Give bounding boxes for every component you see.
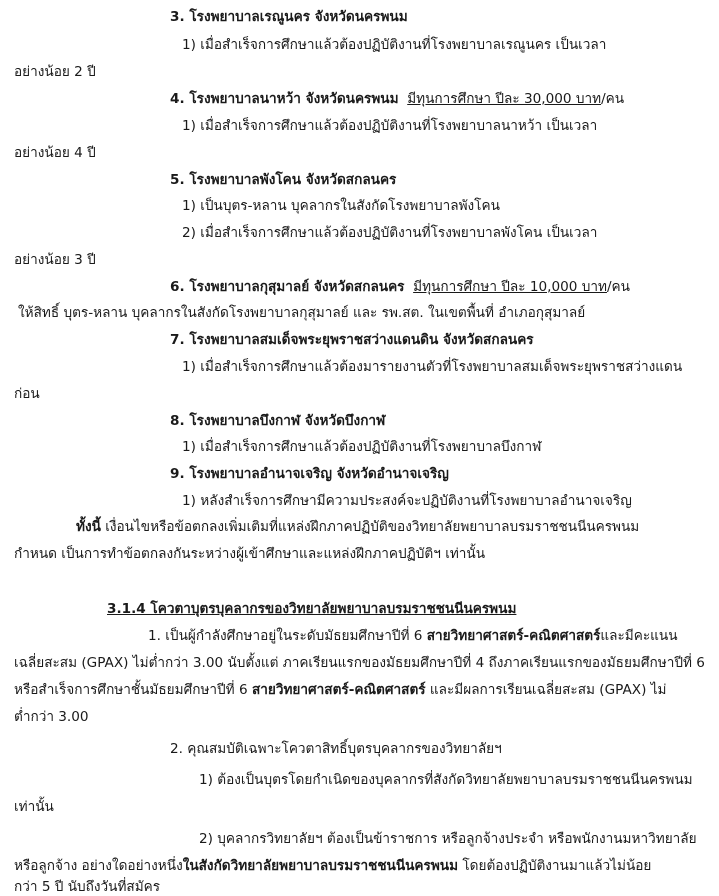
hospital-3-condition-1-cont: อย่างน้อย 2 ปี — [14, 64, 96, 80]
criterion-1-line-1 — [148, 627, 678, 645]
hospital-9-heading: 9. โรงพยาบาลอำนาจเจริญ จังหวัดอำนาจเจริญ — [170, 466, 449, 482]
hospital-8-condition-1: 1) เมื่อสำเร็จการศึกษาแล้วต้องปฏิบัติงานที่โรงพยาบาลบึงกาฬ — [182, 439, 542, 455]
criterion-1-line-3 — [14, 681, 667, 699]
note-text-1: เงื่อนไขหรือข้อตกลงเพิ่มเติมที่แหล่งฝึกภาคปฏิบัติของวิทยาลัยพยาบาลบรมราชชนนีนครพนม — [105, 519, 640, 535]
criterion-1-text-a-end: และมีคะแนน — [600, 628, 678, 644]
hospital-7-condition-1: 1) เมื่อสำเร็จการศึกษาแล้วต้องมารายงานตัวที่โรงพยาบาลสมเด็จพระยุพราชสว่างแดน — [182, 359, 683, 375]
criterion-1-text-a: 1. เป็นผู้กำลังศึกษาอยู่ในระดับมัธยมศึกษาปีที่ 6 — [148, 628, 427, 644]
section-title: 3.1.4 โควตาบุตรบุคลากรของวิทยาลัยพยาบาลบรมราชชนนีนครพนม — [107, 601, 517, 617]
note-line-2: กำหนด เป็นการทำข้อตกลงกันระหว่างผู้เข้าศึกษาและแหล่งฝึกภาคปฏิบัติฯ เท่านั้น — [14, 546, 486, 562]
criterion-1-line-2: เฉลี่ยสะสม (GPAX) ไม่ต่ำกว่า 3.00 นับตั้งแต่ ภาคเรียนแรกของมัธยมศึกษาปีที่ 4 ถึงภาคเรียนแรกของมัธยมศึกษาปีที่ 6 — [14, 655, 705, 671]
criterion-2-sub-1-cont: เท่านั้น — [14, 799, 54, 815]
hospital-6-heading: 6. โรงพยาบาลกุสุมาลย์ จังหวัดสกลนคร — [170, 279, 405, 295]
criterion-1-text-c: หรือสำเร็จการศึกษาชั้นมัธยมศึกษาปีที่ 6 — [14, 682, 252, 698]
hospital-5-heading: 5. โรงพยาบาลพังโคน จังหวัดสกลนคร — [170, 172, 397, 188]
hospital-5-condition-2: 2) เมื่อสำเร็จการศึกษาแล้วต้องปฏิบัติงานที่โรงพยาบาลพังโคน เป็นเวลา — [182, 225, 598, 241]
hospital-6-heading-line — [170, 278, 630, 296]
criterion-2-heading: 2. คุณสมบัติเฉพาะโควตาสิทธิ์บุตรบุคลากรของวิทยาลัยฯ — [170, 741, 502, 757]
note-lead: ทั้งนี้ — [76, 519, 101, 535]
criterion-2-sub-1: 1) ต้องเป็นบุตรโดยกำเนิดของบุคลากรที่สังกัดวิทยาลัยพยาบาลบรมราชชนนีนครพนม — [199, 772, 693, 788]
hospital-4-condition-1: 1) เมื่อสำเร็จการศึกษาแล้วต้องปฏิบัติงานที่โรงพยาบาลนาหว้า เป็นเวลา — [182, 118, 598, 134]
hospital-3-condition-1: 1) เมื่อสำเร็จการศึกษาแล้วต้องปฏิบัติงานที่โรงพยาบาลเรณูนคร เป็นเวลา — [182, 37, 607, 53]
criterion-2-sub-2-pre: หรือลูกจ้าง อย่างใดอย่างหนึ่ง — [14, 858, 183, 874]
criterion-1-line-4: ต่ำกว่า 3.00 — [14, 709, 89, 725]
note-line-1 — [76, 518, 639, 536]
hospital-3-heading: 3. โรงพยาบาลเรณูนคร จังหวัดนครพนม — [170, 9, 408, 25]
hospital-4-scholarship: มีทุนการศึกษา ปีละ 30,000 บาท — [407, 91, 602, 107]
hospital-7-condition-1-cont: ก่อน — [14, 386, 40, 402]
criterion-1-track-a: สายวิทยาศาสตร์-คณิตศาสตร์ — [426, 628, 601, 644]
criterion-2-sub-2-line-2 — [14, 857, 651, 875]
criterion-2-sub-2-end: โดยต้องปฏิบัติงานมาแล้วไม่น้อย — [458, 858, 652, 874]
hospital-7-heading: 7. โรงพยาบาลสมเด็จพระยุพราชสว่างแดนดิน จังหวัดสกลนคร — [170, 332, 534, 348]
hospital-6-per-person: /คน — [606, 279, 630, 295]
criterion-1-track-c: สายวิทยาศาสตร์-คณิตศาสตร์ — [251, 682, 426, 698]
hospital-9-condition-1: 1) หลังสำเร็จการศึกษามีความประสงค์จะปฏิบัติงานที่โรงพยาบาลอำนาจเจริญ — [182, 493, 632, 509]
hospital-5-condition-1: 1) เป็นบุตร-หลาน บุคลากรในสังกัดโรงพยาบาลพังโคน — [182, 198, 500, 214]
hospital-4-heading-line — [170, 90, 624, 108]
hospital-8-heading: 8. โรงพยาบาลบึงกาฬ จังหวัดบึงกาฬ — [170, 413, 386, 429]
criterion-2-sub-2: 2) บุคลากรวิทยาลัยฯ ต้องเป็นข้าราชการ หรือลูกจ้างประจำ หรือพนักงานมหาวิทยาลัย — [199, 831, 697, 847]
criterion-2-sub-2-line-3: กว่า 5 ปี นับถึงวันที่สมัคร — [14, 879, 161, 895]
criterion-2-sub-2-affiliation: ในสังกัดวิทยาลัยพยาบาลบรมราชชนนีนครพนม — [182, 858, 459, 874]
hospital-4-heading: 4. โรงพยาบาลนาหว้า จังหวัดนครพนม — [170, 91, 399, 107]
criterion-1-text-c-end: และมีผลการเรียนเฉลี่ยสะสม (GPAX) ไม่ — [425, 682, 667, 698]
hospital-4-per-person: /คน — [601, 91, 625, 107]
hospital-5-condition-2-cont: อย่างน้อย 3 ปี — [14, 252, 96, 268]
hospital-4-condition-1-cont: อย่างน้อย 4 ปี — [14, 145, 96, 161]
hospital-6-scholarship: มีทุนการศึกษา ปีละ 10,000 บาท — [413, 279, 607, 295]
hospital-6-condition: ให้สิทธิ์ บุตร-หลาน บุคลากรในสังกัดโรงพยาบาลกุสุมาลย์ และ รพ.สต. ในเขตพื้นที่ อำเภอกุสุมาลย์ — [18, 305, 586, 321]
